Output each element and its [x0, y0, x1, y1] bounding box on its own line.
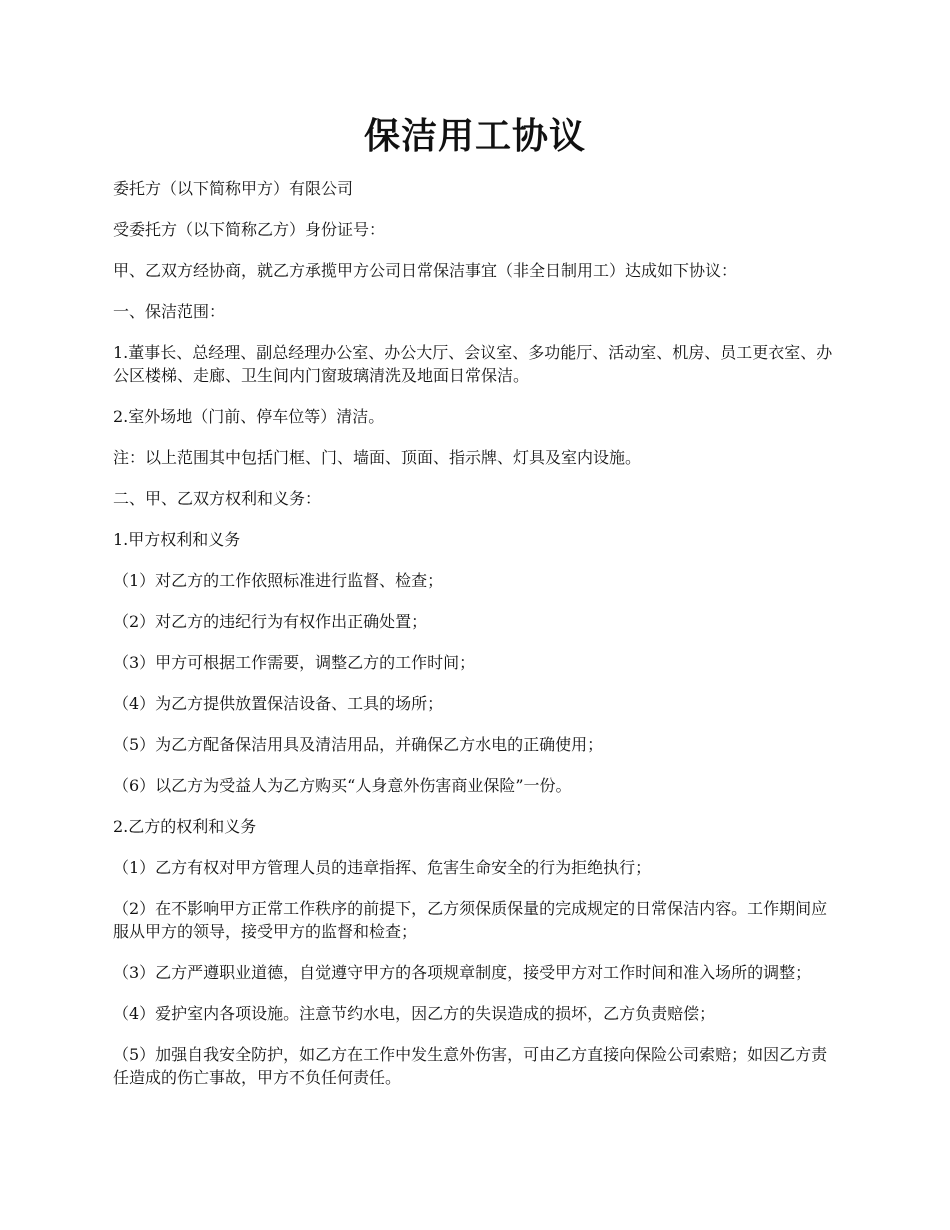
party-b-item-4: （4）爱护室内各项设施。注意节约水电，因乙方的失误造成的损坏，乙方负责赔偿； — [113, 1004, 716, 1023]
scope-item-2: 2.室外场地（门前、停车位等）清洁。 — [113, 407, 385, 426]
party-a-item-2: （2）对乙方的违纪行为有权作出正确处置； — [113, 612, 428, 631]
section-heading-rights: 二、甲、乙双方权利和义务： — [113, 489, 322, 508]
paragraph-client: 委托方（以下简称甲方）有限公司 — [113, 179, 354, 198]
party-b-item-3: （3）乙方严遵职业道德，自觉遵守甲方的各项规章制度，接受甲方对工作时间和准入场所的调整； — [113, 963, 812, 982]
scope-item-1: 1.董事长、总经理、副总经理办公室、办公大厅、会议室、多功能厅、活动室、机房、员工更衣室、办公区楼梯、走廊、卫生间内门窗玻璃清洗及地面日常保洁。 — [113, 343, 833, 385]
party-a-item-6: （6）以乙方为受益人为乙方购买“人身意外伤害商业保险”一份。 — [113, 776, 572, 795]
subheading-party-a: 1.甲方权利和义务 — [113, 530, 241, 549]
subheading-party-b: 2.乙方的权利和义务 — [113, 817, 257, 836]
paragraph-contractor: 受委托方（以下简称乙方）身份证号： — [113, 220, 386, 239]
party-a-item-3: （3）甲方可根据工作需要，调整乙方的工作时间； — [113, 653, 476, 672]
party-a-item-1: （1）对乙方的工作依照标准进行监督、检查； — [113, 571, 444, 590]
party-b-item-2: （2）在不影响甲方正常工作秩序的前提下，乙方须保质保量的完成规定的日常保洁内容。工作期间应服从甲方的领导，接受甲方的监督和检查； — [113, 899, 828, 941]
party-b-item-5: （5）加强自我安全防护，如乙方在工作中发生意外伤害，可由乙方直接向保险公司索赔；如因乙方责任造成的伤亡事故，甲方不负任何责任。 — [113, 1045, 828, 1087]
party-b-item-1: （1）乙方有权对甲方管理人员的违章指挥、危害生命安全的行为拒绝执行； — [113, 858, 652, 877]
paragraph-agreement-intro: 甲、乙双方经协商，就乙方承揽甲方公司日常保洁事宜（非全日制用工）达成如下协议： — [113, 261, 738, 280]
section-heading-scope: 一、保洁范围： — [113, 302, 226, 321]
document-title: 保洁用工协议 — [363, 115, 586, 157]
scope-note: 注：以上范围其中包括门框、门、墙面、顶面、指示牌、灯具及室内设施。 — [113, 448, 642, 467]
party-a-item-4: （4）为乙方提供放置保洁设备、工具的场所； — [113, 694, 444, 713]
party-a-item-5: （5）为乙方配备保洁用具及清洁用品，并确保乙方水电的正确使用； — [113, 735, 604, 754]
document-body — [113, 177, 843, 1107]
